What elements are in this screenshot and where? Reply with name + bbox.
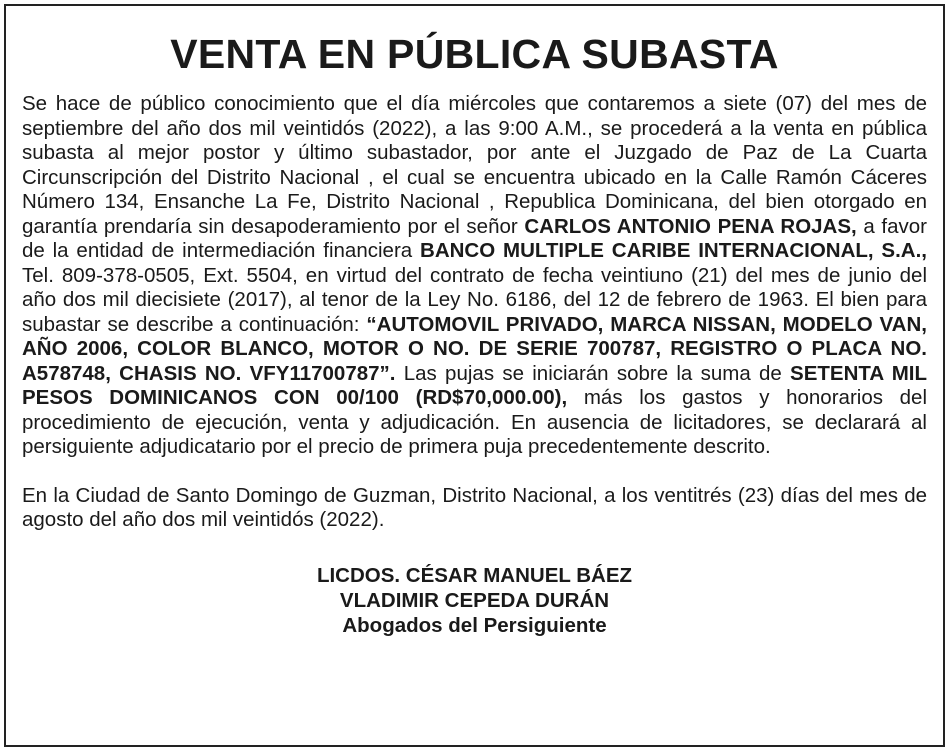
body-text-favor: a favor de la entidad de intermediación financiera (22, 214, 927, 262)
signature-line-role: Abogados del Persiguiente (342, 613, 607, 637)
auction-notice (4, 4, 945, 747)
body-text-bids: Las pujas se iniciarán sobre la suma de (395, 361, 791, 385)
notice-title: VENTA EN PÚBLICA SUBASTA (170, 31, 779, 77)
debtor-name: CARLOS ANTONIO PENA ROJAS, (524, 214, 857, 238)
notice-date-paragraph: En la Ciudad de Santo Domingo de Guzman, Distrito Nacional, a los ventitrés (23) días del mes de agosto del año dos mil veintidós (2022). (22, 483, 927, 531)
signature-block (22, 563, 927, 638)
notice-body-paragraph (22, 92, 927, 460)
vehicle-description: “AUTOMOVIL PRIVADO, MARCA NISSAN, MODELO VAN, AÑO 2006, COLOR BLANCO, MOTOR O NO. DE SERIE 700787, REGISTRO O PLACA NO. A578748, CHASIS NO. VFY11700787”. (22, 312, 927, 385)
body-text-intro: Se hace de público conocimiento que el día miércoles que contaremos a siete (07) del mes de septiembre del año dos mil veintidós (2022), a las 9:00 A.M., se procederá a la venta en pública subasta al mejor postor y último subastador, por ante el Juzgado de Paz de La Cuarta Circunscripción del Distrito Nacional , el cual se encuentra ubicado en la Calle Ramón Cáceres Número 134, Ensanche La Fe, Distrito Nacional , Republica Dominicana, del bien otorgado en garantía prendaría sin desapoderamiento por el señor (22, 92, 927, 238)
bank-name: BANCO MULTIPLE CARIBE INTERNACIONAL, S.A., (420, 239, 927, 262)
signature-line-second-lawyer: VLADIMIR CEPEDA DURÁN (339, 588, 610, 612)
signature-line-lawyers: LICDOS. CÉSAR MANUEL BÁEZ (316, 563, 633, 587)
starting-bid-amount: SETENTA MIL PESOS DOMINICANOS CON 00/100 (RD$70,000.00), (22, 361, 927, 409)
body-text-closing: más los gastos y honorarios del procedimiento de ejecución, venta y adjudicación. En ausencia de licitadores, se declarará al persiguiente adjudicatario por el precio de primera puja precedentemente descrito. (22, 386, 927, 458)
body-text-contract: Tel. 809-378-0505, Ext. 5504, en virtud del contrato de fecha veintiuno (21) del mes de junio del año dos mil diecisiete (2017), al tenor de la Ley No. 6186, del 12 de febrero de 1963. El bien para subastar se describe a continuación: (22, 263, 927, 336)
